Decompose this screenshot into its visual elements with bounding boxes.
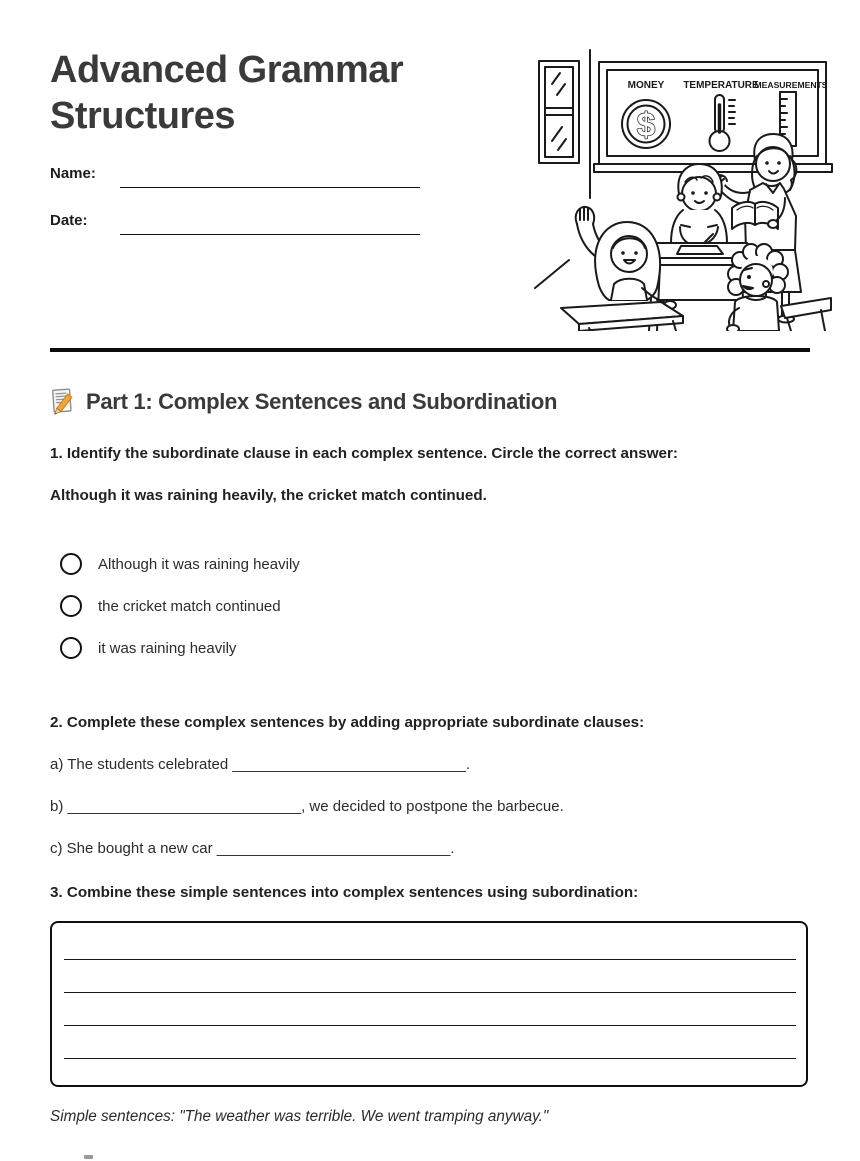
- q3-note: Simple sentences: "The weather was terrible. We went tramping anyway.": [50, 1108, 549, 1125]
- temperature-label: TEMPERATURE: [683, 80, 759, 91]
- name-label: Name:: [50, 165, 96, 182]
- q1-prompt: 1. Identify the subordinate clause in each complex sentence. Circle the correct answer:: [50, 445, 678, 462]
- radio-option-3[interactable]: [60, 637, 82, 659]
- floor-line: [535, 260, 569, 288]
- option-row: [60, 553, 300, 575]
- q1-sentence: Although it was raining heavily, the cricket match continued.: [50, 487, 487, 504]
- q1-options: [60, 553, 300, 659]
- date-input-line[interactable]: [120, 234, 420, 235]
- student-girl: [561, 207, 683, 331]
- option-label: it was raining heavily: [98, 639, 237, 657]
- section-divider: [50, 348, 810, 352]
- writing-line-4[interactable]: [64, 1058, 796, 1059]
- part1-heading: [50, 388, 557, 415]
- q2-prompt: 2. Complete these complex sentences by adding appropriate subordinate clauses:: [50, 714, 645, 731]
- part1-heading-text: Part 1: Complex Sentences and Subordination: [86, 388, 558, 414]
- radio-option-2[interactable]: [60, 595, 82, 617]
- date-label: Date:: [50, 212, 88, 229]
- name-input-line[interactable]: [120, 187, 420, 188]
- writing-line-2[interactable]: [64, 992, 796, 993]
- student-curly: [727, 244, 831, 331]
- q2-item-b[interactable]: b) ____________________________, we decided to postpone the barbecue.: [50, 798, 564, 815]
- window-icon: [539, 61, 579, 163]
- measurements-label: MEASUREMENTS: [754, 80, 828, 90]
- option-row: [60, 595, 300, 617]
- option-label: the cricket match continued: [98, 597, 281, 615]
- q3-prompt: 3. Combine these simple sentences into complex sentences using subordination:: [50, 884, 639, 901]
- money-label: MONEY: [627, 80, 665, 91]
- option-label: Although it was raining heavily: [98, 555, 300, 573]
- writing-line-1[interactable]: [64, 959, 796, 960]
- memo-pencil-icon: [50, 388, 77, 415]
- dollar-sign: $: [636, 106, 656, 143]
- radio-option-1[interactable]: [60, 553, 82, 575]
- page-title: Advanced Grammar Structures: [50, 49, 404, 137]
- option-row: [60, 637, 300, 659]
- next-section-icon-partial: [84, 1155, 93, 1159]
- q2-item-c[interactable]: c) She bought a new car ____________________________.: [50, 840, 455, 857]
- q3-answer-box: [50, 921, 808, 1087]
- q2-item-a[interactable]: a) The students celebrated ____________________________.: [50, 756, 471, 773]
- money-icon: [622, 100, 670, 148]
- writing-line-3[interactable]: [64, 1025, 796, 1026]
- classroom-illustration: [533, 48, 833, 331]
